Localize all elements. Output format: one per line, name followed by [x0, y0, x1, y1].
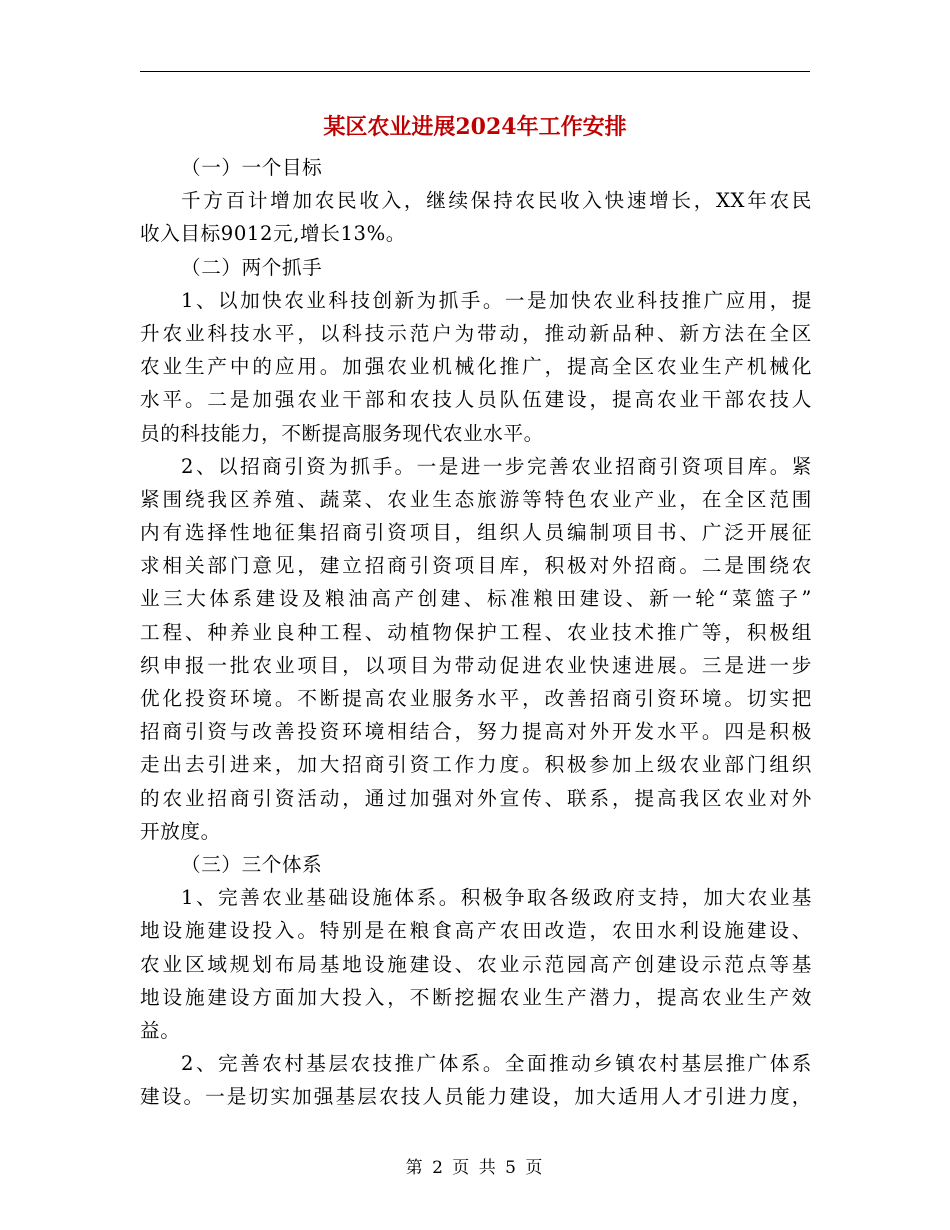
section-heading-2: （二）两个抓手 — [181, 255, 323, 279]
text-line: 员的科技能力，不断提高服务现代农业水平。 — [140, 421, 544, 445]
text-line: 地设施建设投入。特别是在粮食高产农田改造，农田水利设施建设、 — [140, 919, 812, 943]
text-line: 优化投资环境。不断提高农业服务水平，改善招商引资环境。切实把 — [140, 687, 812, 710]
text-line: 1、以加快农业科技创新为抓手。一是加快农业科技推广应用，提 — [181, 288, 812, 312]
text-line: 织申报一批农业项目，以项目为带动促进农业快速进展。三是进一步 — [140, 653, 812, 677]
text-line: 招商引资与改善投资环境相结合，努力提高对外开发水平。四是积极 — [140, 720, 812, 744]
section-heading-1: （一）一个目标 — [181, 156, 323, 179]
page-footer: 第 2 页 共 5 页 — [405, 1158, 545, 1178]
section-heading-3: （三）三个体系 — [181, 852, 323, 876]
text-line: 1、完善农业基础设施体系。积极争取各级政府支持，加大农业基 — [181, 886, 812, 910]
text-line: 农业区域规划布局基地设施建设、农业示范园高产创建设示范点等基 — [140, 952, 812, 976]
text-line: 升农业科技水平，以科技示范户为带动，推动新品种、新方法在全区 — [140, 321, 812, 345]
text-line: 农业生产中的应用。加强农业机械化推广，提高全区农业生产机械化 — [140, 355, 812, 379]
text-line: 的农业招商引资活动，通过加强对外宣传、联系，提高我区农业对外 — [140, 786, 812, 810]
header-rule — [140, 71, 810, 72]
text-line: 收入目标9012元,增长13%。 — [140, 222, 406, 246]
text-line: 内有选择性地征集招商引资项目，组织人员编制项目书、广泛开展征 — [140, 521, 812, 545]
text-line: 建设。一是切实加强基层农技人员能力建设，加大适用人才引进力度， — [140, 1085, 812, 1109]
text-line: 地设施建设方面加大投入，不断挖掘农业生产潜力，提高农业生产效 — [140, 985, 812, 1009]
text-line: 2、以招商引资为抓手。一是进一步完善农业招商引资项目库。紧 — [181, 454, 812, 478]
text-line: 2、完善农村基层农技推广体系。全面推动乡镇农村基层推广体系 — [181, 1052, 812, 1076]
text-line: 水平。二是加强农业干部和农技人员队伍建设，提高农业干部农技人 — [140, 388, 812, 412]
document-body — [140, 151, 812, 1113]
document-title: 某区农业进展2024年工作安排 — [323, 114, 627, 140]
text-line: 走出去引进来，加大招商引资工作力度。积极参加上级农业部门组织 — [140, 753, 812, 777]
text-line: 紧围绕我区养殖、蔬菜、农业生态旅游等特色农业产业，在全区范围 — [140, 487, 812, 511]
text-line: 千方百计增加农民收入，继续保持农民收入快速增长，XX年农民 — [181, 189, 812, 213]
text-line: 业三大体系建设及粮油高产创建、标准粮田建设、新一轮“菜篮子” — [140, 587, 812, 611]
text-line: 开放度。 — [140, 819, 221, 843]
text-line: 求相关部门意见，建立招商引资项目库，积极对外招商。二是围绕农 — [140, 554, 812, 578]
text-line: 工程、种养业良种工程、动植物保护工程、农业技术推广等，积极组 — [140, 620, 812, 644]
text-line: 益。 — [140, 1018, 181, 1042]
